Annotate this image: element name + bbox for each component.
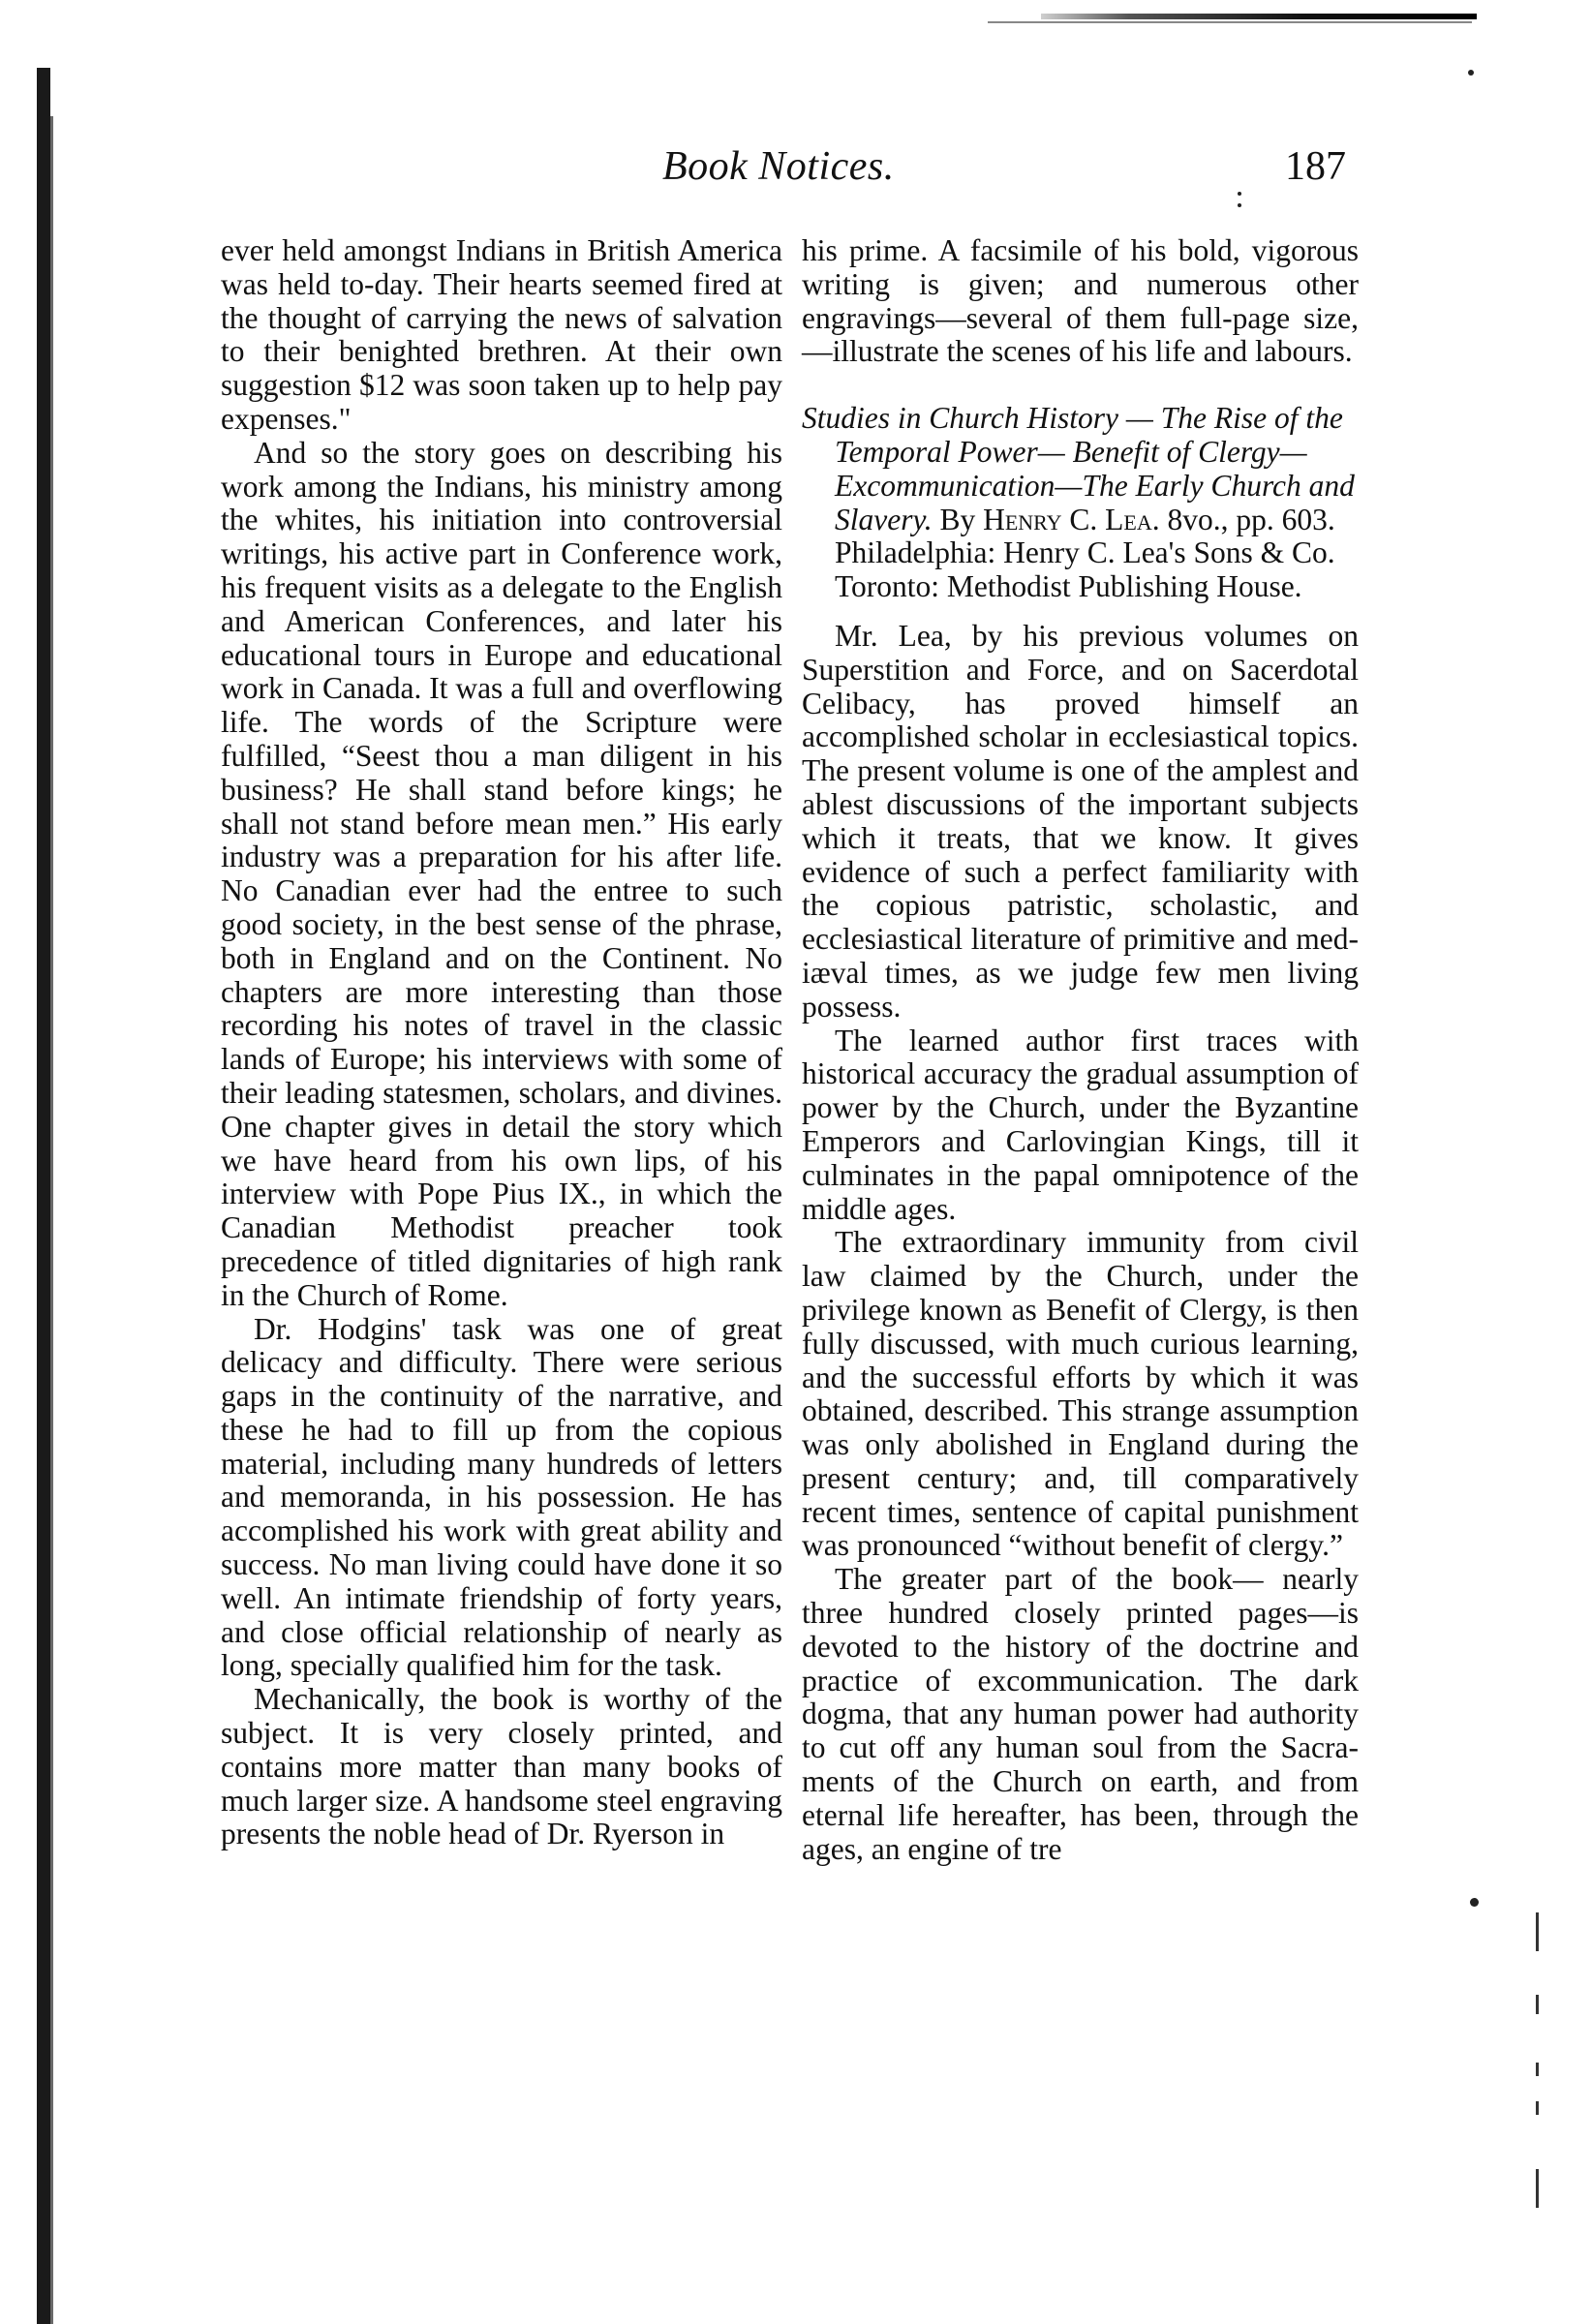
scan-binding-edge <box>50 116 53 2324</box>
right-column <box>802 234 1359 1866</box>
scan-speck <box>1470 1898 1479 1907</box>
scan-speck <box>1468 70 1474 76</box>
scan-top-edge-line <box>988 21 1472 23</box>
scan-top-edge-mark <box>1041 14 1477 19</box>
paragraph: ever held amongst Indians in British America was held to-day. Their hearts seemed fired at the thought of carrying the news of salvation to their benighted brethren. At their own suggestion $12 was soon taken up to help pay expenses." <box>221 233 782 436</box>
scan-margin-mark <box>1536 2101 1539 2115</box>
publication-details: 8vo., pp. 603. Philadelphia: Henry C. Lea's Sons & Co. Toronto: Methodist Publishing House. <box>835 502 1335 604</box>
paragraph: his prime. A facsimile of his bold, vigorous writing is given; and numerous other engravings—several of them full-page size,—illustrate the scenes of his life and labours. <box>802 233 1359 369</box>
book-title: Studies in Church History — The Rise of the Temporal Power— Benefit of Clergy—Excommunication—The Early Church and Slavery. <box>802 401 1355 536</box>
page-number: 187 <box>1285 144 1346 189</box>
paragraph: Dr. Hodgins' task was one of great delicacy and difficulty. There were serious gaps in the continuity of the narrative, and these he had to fill up from the copious material, including many hundreds of letters and memoranda, in his possession. He has accomplished his work with great ability and success. No man living could have done it so well. An intimate friendship of forty years, and close official relationship of nearly as long, specially qualified him for the task. <box>221 1311 782 1683</box>
left-column <box>221 234 782 1851</box>
paragraph: Mechanically, the book is worthy of the subject. It is very closely printed, and contains more matter than many books of much larger size. A handsome steel engraving presents the noble head of Dr. Ryerson in <box>221 1682 782 1851</box>
book-author: Henry C. Lea. <box>983 502 1160 536</box>
paragraph: The extraordinary immunity from civil law claimed by the Church, under the privilege known as Benefit of Clergy, is then fully discussed, with much curious learning, and the successful efforts by which it was obtained, described. This strange assumption was only abolished in England during the present century; and, till comparatively recent times, sentence of capital punishment was pronounced “without benefit of clergy.” <box>802 1225 1359 1563</box>
paragraph: And so the story goes on describing his work among the Indians, his ministry among the whites, his initiation into controversial writings, his active part in Conference work, his frequent visits as a delegate to the English and American Conferences, and later his educational tours in Europe and educational work in Canada. It was a full and overflowing life. The words of the Scripture were fulfilled, “Seest thou a man diligent in his business? He shall stand before kings; he shall not stand before mean men.” His early industry was a preparation for his after life. No Canadian ever had the entree to such good society, in the best sense of the phrase, both in England and on the Continent. No chapters are more interesting than those recording his notes of travel in the classic lands of Europe; his interviews with some of their leading statesmen, scholars, and divines. One chapter gives in detail the story which we have heard from his own lips, of his interview with Pope Pius IX., in which the Canadian Methodist preacher took precedence of titled dignitaries of high rank in the Church of Rome. <box>221 435 782 1312</box>
scan-margin-mark <box>1536 2169 1539 2208</box>
scan-binding-shadow <box>37 68 50 2324</box>
book-notice-heading <box>802 402 1359 604</box>
paragraph: The greater part of the book— nearly three hundred closely printed pages—is devoted to the history of the doctrine and practice of excommunication. The dark dogma, that any human power had authority to cut off any human soul from the Sacraments of the Church on earth, and from eternal life hereafter, has been, through the ages, an engine of tre <box>802 1562 1359 1866</box>
page-header <box>0 143 1591 201</box>
scan-margin-mark <box>1536 2063 1539 2076</box>
byline-by: By <box>939 502 976 536</box>
scan-speck <box>1238 203 1241 207</box>
paragraph: Mr. Lea, by his previous volumes on Superstition and Force, and on Sacerdotal Celibacy, has proved himself an accomplished scholar in ecclesiastical topics. The present volume is one of the amplest and ablest discussions of the important subjects which it treats, that we know. It gives evidence of such a perfect familiarity with the copious patristic, scholastic, and ecclesiastical literature of primitive and mediæval times, as we judge few men living possess. <box>802 618 1359 1024</box>
running-title: Book Notices. <box>662 144 895 189</box>
paragraph: The learned author first traces with historical accuracy the gradual assumption of power by the Church, under the Byzantine Emperors and Carlovingian Kings, till it culminates in the papal omnipotence of the middle ages. <box>802 1023 1359 1226</box>
scan-margin-mark <box>1536 1995 1539 2014</box>
scan-margin-mark <box>1536 1912 1539 1951</box>
